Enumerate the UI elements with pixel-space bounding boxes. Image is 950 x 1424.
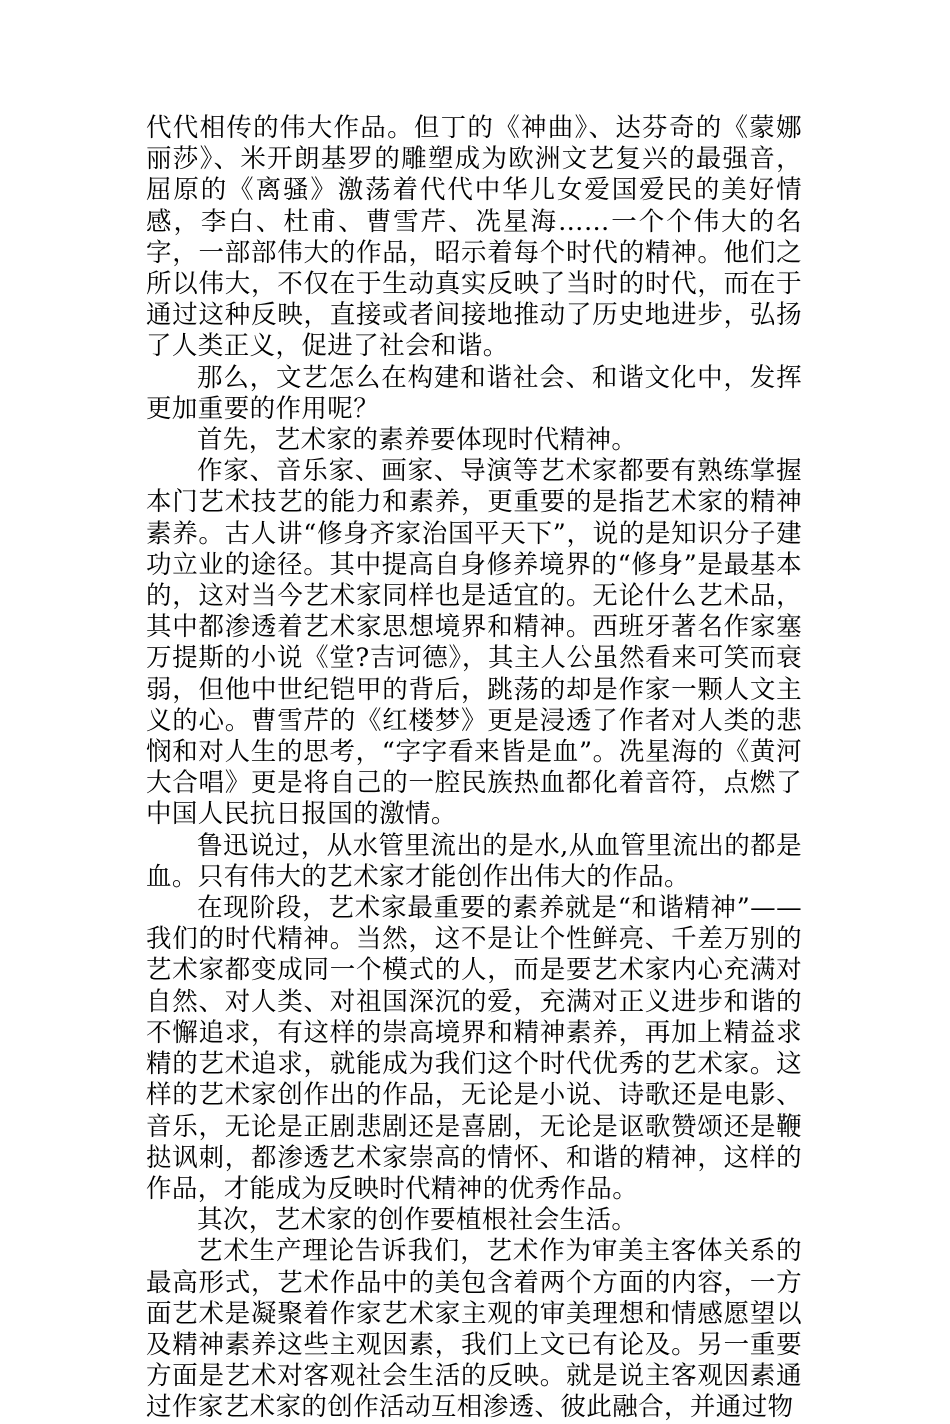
paragraph-artist-cultivation: 作家、音乐家、画家、导演等艺术家都要有熟练掌握本门艺术技艺的能力和素养，更重要的是指艺术家的精神素养。古人讲“修身齐家治国平天下”，说的是知识分子建功立业的途径。其中提高自身修养境界的“修身”是最基本的，这对当今艺术家同样也是适宜的。无论什么艺术品，其中都渗透着艺术家思想境界和精神。西班牙著名作家塞万提斯的小说《堂?吉诃德》，其主人公虽然看来可笑而衰弱，但他中世纪铠甲的背后，跳荡的却是作家一颗人文主义的心。曹雪芹的《红楼梦》更是浸透了作者对人类的悲悯和对人生的思考，“字字看来皆是血”。冼星海的《黄河大合唱》更是将自己的一腔民族热血都化着音符，点燃了中国人民抗日报国的激情。 — [146, 456, 802, 830]
paragraph-second-point: 其次，艺术家的创作要植根社会生活。 — [197, 1205, 638, 1236]
document-body — [146, 113, 802, 1424]
paragraph-lu-xun-quote: 鲁迅说过，从水管里流出的是水,从血管里流出的都是血。只有伟大的艺术家才能创作出伟大的作品。 — [146, 830, 802, 892]
paragraph-continued: 代代相传的伟大作品。但丁的《神曲》、达芬奇的《蒙娜丽莎》、米开朗基罗的雕塑成为欧洲文艺复兴的最强音，屈原的《离骚》激荡着代代中华儿女爱国爱民的美好情感，李白、杜甫、曹雪芹、冼星海……一个个伟大的名字，一部部伟大的作品，昭示着每个时代的精神。他们之所以伟大，不仅在于生动真实反映了当时的时代，而在于通过这种反映，直接或者间接地推动了历史地进步，弘扬了人类正义，促进了社会和谐。 — [146, 113, 802, 362]
paragraph-first-point: 首先，艺术家的素养要体现时代精神。 — [197, 425, 638, 456]
paragraph-question: 那么，文艺怎么在构建和谐社会、和谐文化中，发挥更加重要的作用呢？ — [146, 362, 802, 424]
paragraph-harmony-spirit: 在现阶段，艺术家最重要的素养就是“和谐精神”——我们的时代精神。当然，这不是让个性鲜亮、千差万别的艺术家都变成同一个模式的人，而是要艺术家内心充满对自然、对人类、对祖国深沉的爱，充满对正义进步和谐的不懈追求，有这样的崇高境界和精神素养，再加上精益求精的艺术追求，就能成为我们这个时代优秀的艺术家。这样的艺术家创作出的作品，无论是小说、诗歌还是电影、音乐，无论是正剧悲剧还是喜剧，无论是讴歌赞颂还是鞭挞讽刺，都渗透艺术家崇高的情怀、和谐的精神，这样的作品，才能成为反映时代精神的优秀作品。 — [146, 893, 802, 1204]
paragraph-art-production-theory: 艺术生产理论告诉我们，艺术作为审美主客体关系的最高形式，艺术作品中的美包含着两个方面的内容，一方面艺术是凝聚着作家艺术家主观的审美理想和情感愿望以及精神素养这些主观因素，我们上文已有论及。另一重要方面是艺术对客观社会生活的反映。就是说主客观因素通过作家艺术家的创作活动互相渗透、彼此融合，并通过物 — [146, 1236, 802, 1423]
